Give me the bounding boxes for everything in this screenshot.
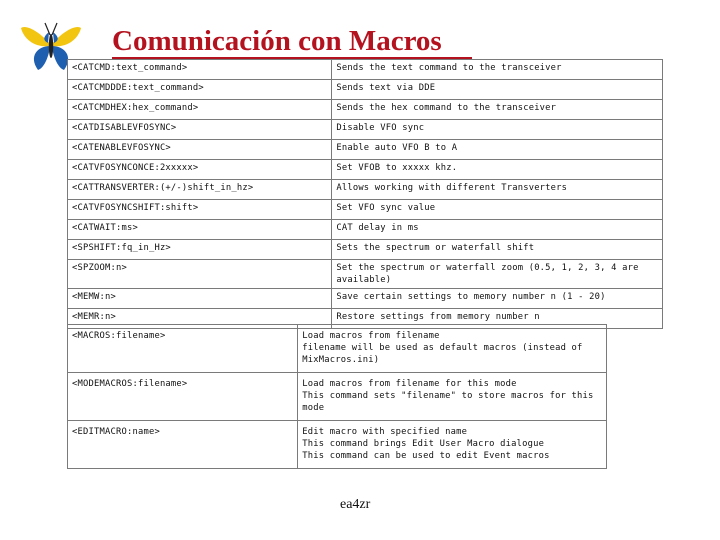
command-cell: <SPZOOM:n> [68, 260, 332, 289]
description-cell [332, 160, 663, 180]
description-line: This command brings Edit User Macro dialogue [302, 439, 545, 449]
commands-table-bottom [67, 324, 607, 469]
command-cell: <CATCMDDDE:text_command> [68, 80, 332, 100]
command-cell: <CATCMD:text_command> [68, 60, 332, 80]
commands-table-top [67, 59, 663, 329]
description-line: Save certain settings to memory number n (1 - 20) [336, 292, 606, 302]
command-cell: <MACROS:filename> [68, 325, 298, 373]
command-cell: <CATWAIT:ms> [68, 220, 332, 240]
table-row [68, 289, 663, 309]
description-line: Restore settings from memory number n [336, 312, 540, 322]
table-row [68, 140, 663, 160]
description-cell [298, 325, 607, 373]
description-line: Sends the text command to the transceiver [336, 63, 562, 73]
description-line: Load macros from filename for this mode [302, 379, 517, 389]
command-cell: <CATENABLEVFOSYNC> [68, 140, 332, 160]
description-line: Enable auto VFO B to A [336, 143, 458, 153]
table-row [68, 240, 663, 260]
description-line: Sets the spectrum or waterfall shift [336, 243, 535, 253]
command-cell: <MEMW:n> [68, 289, 332, 309]
description-line: This command sets "filename" to store macros for this mode [302, 391, 594, 413]
command-cell: <CATVFOSYNCONCE:2xxxxx> [68, 160, 332, 180]
description-line: Disable VFO sync [336, 123, 425, 133]
description-line: CAT delay in ms [336, 223, 419, 233]
description-cell [332, 180, 663, 200]
description-line: Edit macro with specified name [302, 427, 468, 437]
description-cell [332, 60, 663, 80]
description-cell [332, 80, 663, 100]
table-row [68, 325, 607, 373]
description-line: Load macros from filename [302, 331, 440, 341]
table-row [68, 60, 663, 80]
description-line: Set VFO sync value [336, 203, 436, 213]
description-cell [332, 260, 663, 289]
command-cell: <MEMR:n> [68, 309, 332, 329]
description-cell [332, 240, 663, 260]
command-cell: <CATTRANSVERTER:(+/-)shift_in_hz> [68, 180, 332, 200]
description-cell [298, 373, 607, 421]
table-row [68, 160, 663, 180]
description-line: Set VFOB to xxxxx khz. [336, 163, 458, 173]
description-cell [332, 120, 663, 140]
description-line: Sends text via DDE [336, 83, 436, 93]
description-cell [332, 100, 663, 120]
table-row [68, 421, 607, 469]
table-row [68, 220, 663, 240]
command-cell: <EDITMACRO:name> [68, 421, 298, 469]
description-cell [332, 200, 663, 220]
description-cell [298, 421, 607, 469]
command-cell: <CATDISABLEVFOSYNC> [68, 120, 332, 140]
table-row [68, 180, 663, 200]
command-cell: <CATCMDHEX:hex_command> [68, 100, 332, 120]
description-line: This command can be used to edit Event macros [302, 451, 550, 461]
command-cell: <SPSHIFT:fq_in_Hz> [68, 240, 332, 260]
table-row [68, 373, 607, 421]
description-cell [332, 220, 663, 240]
table-row [68, 80, 663, 100]
description-line: Set the spectrum or waterfall zoom (0.5, 1, 2, 3, 4 are available) [336, 263, 639, 285]
description-line: Allows working with different Transverters [336, 183, 568, 193]
description-line: filename will be used as default macros (instead of MixMacros.ini) [302, 343, 583, 365]
table-row [68, 120, 663, 140]
command-cell: <MODEMACROS:filename> [68, 373, 298, 421]
description-cell [332, 289, 663, 309]
command-cell: <CATVFOSYNCSHIFT:shift> [68, 200, 332, 220]
description-cell [332, 140, 663, 160]
footer-author: ea4zr [340, 497, 371, 512]
table-row [68, 260, 663, 289]
description-line: Sends the hex command to the transceiver [336, 103, 557, 113]
slide-title: Comunicación con Macros [112, 25, 442, 57]
table-row [68, 100, 663, 120]
table-row [68, 200, 663, 220]
